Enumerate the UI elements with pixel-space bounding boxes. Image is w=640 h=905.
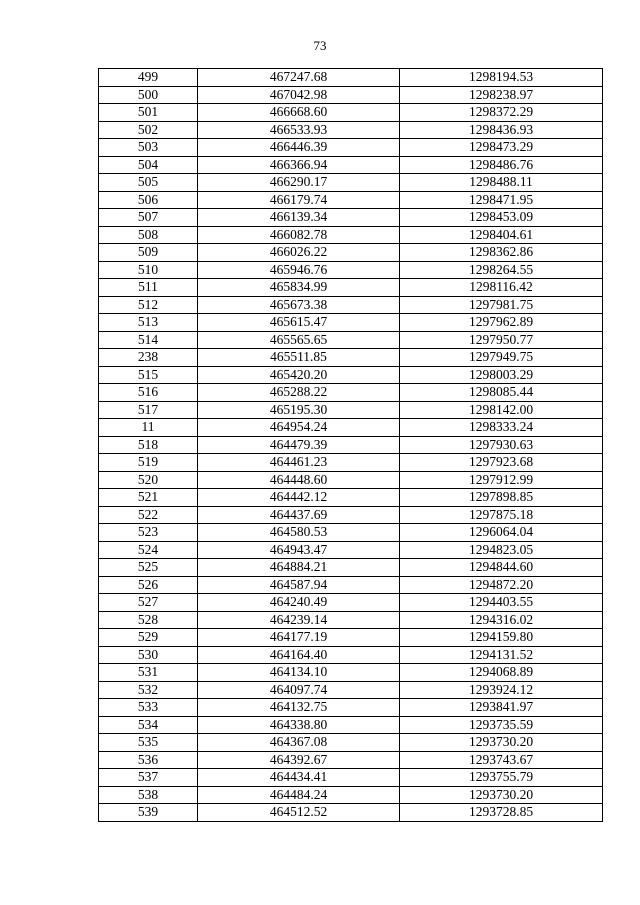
- point-number-cell: 504: [99, 156, 198, 174]
- coordinates-table: [98, 68, 603, 822]
- table-row: [99, 664, 603, 682]
- point-number-cell: 513: [99, 314, 198, 332]
- y-coordinate-cell: 1293755.79: [400, 769, 603, 787]
- x-coordinate-cell: 464448.60: [198, 471, 400, 489]
- y-coordinate-cell: 1293730.20: [400, 786, 603, 804]
- y-coordinate-cell: 1294823.05: [400, 541, 603, 559]
- table-row: [99, 804, 603, 822]
- x-coordinate-cell: 466366.94: [198, 156, 400, 174]
- y-coordinate-cell: 1294316.02: [400, 611, 603, 629]
- x-coordinate-cell: 464367.08: [198, 734, 400, 752]
- x-coordinate-cell: 465673.38: [198, 296, 400, 314]
- x-coordinate-cell: 465288.22: [198, 384, 400, 402]
- x-coordinate-cell: 464442.12: [198, 489, 400, 507]
- table-row: [99, 226, 603, 244]
- x-coordinate-cell: 464484.24: [198, 786, 400, 804]
- y-coordinate-cell: 1294131.52: [400, 646, 603, 664]
- table-row: [99, 734, 603, 752]
- y-coordinate-cell: 1293728.85: [400, 804, 603, 822]
- table-row: [99, 86, 603, 104]
- point-number-cell: 514: [99, 331, 198, 349]
- x-coordinate-cell: 464437.69: [198, 506, 400, 524]
- table-row: [99, 594, 603, 612]
- table-row: [99, 559, 603, 577]
- x-coordinate-cell: 464338.80: [198, 716, 400, 734]
- point-number-cell: 527: [99, 594, 198, 612]
- table-row: [99, 611, 603, 629]
- y-coordinate-cell: 1297950.77: [400, 331, 603, 349]
- table-row: [99, 454, 603, 472]
- table-row: [99, 69, 603, 87]
- point-number-cell: 520: [99, 471, 198, 489]
- y-coordinate-cell: 1298404.61: [400, 226, 603, 244]
- y-coordinate-cell: 1298436.93: [400, 121, 603, 139]
- point-number-cell: 525: [99, 559, 198, 577]
- x-coordinate-cell: 464239.14: [198, 611, 400, 629]
- table-row: [99, 489, 603, 507]
- table-row: [99, 436, 603, 454]
- x-coordinate-cell: 466082.78: [198, 226, 400, 244]
- table-row: [99, 506, 603, 524]
- x-coordinate-cell: 466139.34: [198, 209, 400, 227]
- x-coordinate-cell: 464434.41: [198, 769, 400, 787]
- page-number: 73: [313, 38, 327, 53]
- y-coordinate-cell: 1297930.63: [400, 436, 603, 454]
- point-number-cell: 512: [99, 296, 198, 314]
- y-coordinate-cell: 1297981.75: [400, 296, 603, 314]
- table-row: [99, 681, 603, 699]
- x-coordinate-cell: 465615.47: [198, 314, 400, 332]
- y-coordinate-cell: 1298486.76: [400, 156, 603, 174]
- table-row: [99, 646, 603, 664]
- table-row: [99, 104, 603, 122]
- table-row: [99, 786, 603, 804]
- x-coordinate-cell: 464177.19: [198, 629, 400, 647]
- y-coordinate-cell: 1293735.59: [400, 716, 603, 734]
- table-row: [99, 314, 603, 332]
- x-coordinate-cell: 464392.67: [198, 751, 400, 769]
- point-number-cell: 509: [99, 244, 198, 262]
- table-row: [99, 751, 603, 769]
- point-number-cell: 538: [99, 786, 198, 804]
- x-coordinate-cell: 465420.20: [198, 366, 400, 384]
- point-number-cell: 532: [99, 681, 198, 699]
- y-coordinate-cell: 1294872.20: [400, 576, 603, 594]
- point-number-cell: 533: [99, 699, 198, 717]
- y-coordinate-cell: 1293924.12: [400, 681, 603, 699]
- table-row: [99, 261, 603, 279]
- point-number-cell: 499: [99, 69, 198, 87]
- point-number-cell: 521: [99, 489, 198, 507]
- y-coordinate-cell: 1298003.29: [400, 366, 603, 384]
- x-coordinate-cell: 466179.74: [198, 191, 400, 209]
- point-number-cell: 502: [99, 121, 198, 139]
- y-coordinate-cell: 1297962.89: [400, 314, 603, 332]
- point-number-cell: 500: [99, 86, 198, 104]
- table-row: [99, 279, 603, 297]
- x-coordinate-cell: 465511.85: [198, 349, 400, 367]
- y-coordinate-cell: 1298473.29: [400, 139, 603, 157]
- x-coordinate-cell: 465195.30: [198, 401, 400, 419]
- y-coordinate-cell: 1293730.20: [400, 734, 603, 752]
- x-coordinate-cell: 466290.17: [198, 174, 400, 192]
- point-number-cell: 501: [99, 104, 198, 122]
- x-coordinate-cell: 467247.68: [198, 69, 400, 87]
- y-coordinate-cell: 1294159.80: [400, 629, 603, 647]
- y-coordinate-cell: 1297923.68: [400, 454, 603, 472]
- table-row: [99, 296, 603, 314]
- table-row: [99, 366, 603, 384]
- y-coordinate-cell: 1294068.89: [400, 664, 603, 682]
- x-coordinate-cell: 464954.24: [198, 419, 400, 437]
- table-row: [99, 576, 603, 594]
- point-number-cell: 238: [99, 349, 198, 367]
- point-number-cell: 539: [99, 804, 198, 822]
- x-coordinate-cell: 465946.76: [198, 261, 400, 279]
- x-coordinate-cell: 464512.52: [198, 804, 400, 822]
- x-coordinate-cell: 466533.93: [198, 121, 400, 139]
- table-row: [99, 331, 603, 349]
- x-coordinate-cell: 464134.10: [198, 664, 400, 682]
- x-coordinate-cell: 465565.65: [198, 331, 400, 349]
- table-row: [99, 244, 603, 262]
- x-coordinate-cell: 466668.60: [198, 104, 400, 122]
- y-coordinate-cell: 1294403.55: [400, 594, 603, 612]
- x-coordinate-cell: 467042.98: [198, 86, 400, 104]
- table-row: [99, 471, 603, 489]
- point-number-cell: 516: [99, 384, 198, 402]
- table-row: [99, 419, 603, 437]
- point-number-cell: 519: [99, 454, 198, 472]
- y-coordinate-cell: 1298264.55: [400, 261, 603, 279]
- point-number-cell: 515: [99, 366, 198, 384]
- point-number-cell: 537: [99, 769, 198, 787]
- point-number-cell: 503: [99, 139, 198, 157]
- y-coordinate-cell: 1298142.00: [400, 401, 603, 419]
- y-coordinate-cell: 1296064.04: [400, 524, 603, 542]
- table-row: [99, 121, 603, 139]
- x-coordinate-cell: 464580.53: [198, 524, 400, 542]
- point-number-cell: 526: [99, 576, 198, 594]
- x-coordinate-cell: 464479.39: [198, 436, 400, 454]
- y-coordinate-cell: 1294844.60: [400, 559, 603, 577]
- y-coordinate-cell: 1297875.18: [400, 506, 603, 524]
- y-coordinate-cell: 1298471.95: [400, 191, 603, 209]
- point-number-cell: 529: [99, 629, 198, 647]
- point-number-cell: 517: [99, 401, 198, 419]
- table-row: [99, 174, 603, 192]
- table-row: [99, 384, 603, 402]
- x-coordinate-cell: 465834.99: [198, 279, 400, 297]
- y-coordinate-cell: 1298238.97: [400, 86, 603, 104]
- point-number-cell: 528: [99, 611, 198, 629]
- y-coordinate-cell: 1298488.11: [400, 174, 603, 192]
- point-number-cell: 530: [99, 646, 198, 664]
- point-number-cell: 523: [99, 524, 198, 542]
- x-coordinate-cell: 466446.39: [198, 139, 400, 157]
- table-row: [99, 191, 603, 209]
- y-coordinate-cell: 1298333.24: [400, 419, 603, 437]
- table-row: [99, 629, 603, 647]
- x-coordinate-cell: 464943.47: [198, 541, 400, 559]
- point-number-cell: 511: [99, 279, 198, 297]
- table-row: [99, 524, 603, 542]
- table-row: [99, 139, 603, 157]
- x-coordinate-cell: 464132.75: [198, 699, 400, 717]
- point-number-cell: 507: [99, 209, 198, 227]
- point-number-cell: 508: [99, 226, 198, 244]
- y-coordinate-cell: 1298362.86: [400, 244, 603, 262]
- table-row: [99, 699, 603, 717]
- point-number-cell: 510: [99, 261, 198, 279]
- table-row: [99, 401, 603, 419]
- y-coordinate-cell: 1293743.67: [400, 751, 603, 769]
- x-coordinate-cell: 464461.23: [198, 454, 400, 472]
- point-number-cell: 522: [99, 506, 198, 524]
- y-coordinate-cell: 1298194.53: [400, 69, 603, 87]
- x-coordinate-cell: 464097.74: [198, 681, 400, 699]
- point-number-cell: 11: [99, 419, 198, 437]
- y-coordinate-cell: 1298116.42: [400, 279, 603, 297]
- point-number-cell: 536: [99, 751, 198, 769]
- y-coordinate-cell: 1297912.99: [400, 471, 603, 489]
- table-row: [99, 541, 603, 559]
- y-coordinate-cell: 1298453.09: [400, 209, 603, 227]
- y-coordinate-cell: 1297949.75: [400, 349, 603, 367]
- table-row: [99, 156, 603, 174]
- point-number-cell: 518: [99, 436, 198, 454]
- coordinates-table-body: [99, 69, 603, 822]
- y-coordinate-cell: 1293841.97: [400, 699, 603, 717]
- point-number-cell: 535: [99, 734, 198, 752]
- x-coordinate-cell: 464587.94: [198, 576, 400, 594]
- point-number-cell: 506: [99, 191, 198, 209]
- y-coordinate-cell: 1297898.85: [400, 489, 603, 507]
- x-coordinate-cell: 466026.22: [198, 244, 400, 262]
- point-number-cell: 524: [99, 541, 198, 559]
- table-row: [99, 349, 603, 367]
- x-coordinate-cell: 464884.21: [198, 559, 400, 577]
- y-coordinate-cell: 1298372.29: [400, 104, 603, 122]
- point-number-cell: 505: [99, 174, 198, 192]
- y-coordinate-cell: 1298085.44: [400, 384, 603, 402]
- x-coordinate-cell: 464164.40: [198, 646, 400, 664]
- table-row: [99, 769, 603, 787]
- point-number-cell: 531: [99, 664, 198, 682]
- table-row: [99, 209, 603, 227]
- table-row: [99, 716, 603, 734]
- x-coordinate-cell: 464240.49: [198, 594, 400, 612]
- point-number-cell: 534: [99, 716, 198, 734]
